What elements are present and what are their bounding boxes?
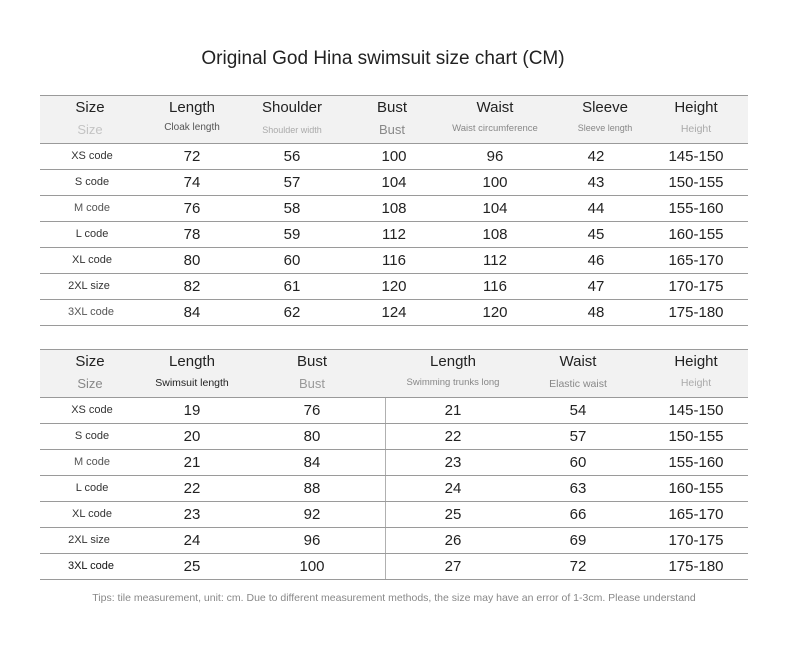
header-length: Length Cloak length — [164, 99, 220, 133]
table-row: M code 76 58 108 104 44 155-160 — [40, 196, 748, 222]
table-row: 3XL code 84 62 124 120 48 175-180 — [40, 300, 748, 326]
header-shoulder: Shoulder Shoulder width — [261, 99, 323, 135]
header-waist: Waist Elastic waist — [549, 353, 607, 390]
chart-title: Original God Hina swimsuit size chart (CM) — [201, 48, 565, 69]
table-row: XL code 80 60 116 112 46 165-170 — [40, 248, 748, 274]
table-row: 3XL code 25 100 27 72 175-180 — [40, 554, 748, 580]
measurement-tip: Tips: tile measurement, unit: cm. Due to different measurement methods, the size may have an error of 1-3cm. Please understand — [92, 592, 696, 604]
table-row: S code 20 80 22 57 150-155 — [40, 424, 748, 450]
table-row: XL code 23 92 25 66 165-170 — [40, 502, 748, 528]
table-row: 2XL size 24 96 26 69 170-175 — [40, 528, 748, 554]
header-trunks-length: Length Swimming trunks long — [406, 353, 500, 388]
table-row: S code 74 57 104 100 43 150-155 — [40, 170, 748, 196]
swimsuit-size-table — [40, 349, 748, 580]
table-row: XS code 72 56 100 96 42 145-150 — [40, 144, 748, 170]
header-bust: Bust Bust — [376, 99, 407, 137]
table-row: L code 22 88 24 63 160-155 — [40, 476, 748, 502]
header-height: Height Height — [674, 353, 718, 389]
header-height: Height Height — [674, 99, 718, 135]
table-row: XS code 19 76 21 54 145-150 — [40, 398, 748, 424]
header-waist: Waist Waist circumference — [452, 99, 538, 134]
table-row: M code 21 84 23 60 155-160 — [40, 450, 748, 476]
header-sleeve: Sleeve Sleeve length — [577, 99, 633, 133]
header-size: Size Size — [75, 353, 105, 391]
header-size: Size Size — [75, 99, 105, 137]
cloak-table-header — [40, 95, 748, 144]
table-row: 2XL size 82 61 120 116 47 170-175 — [40, 274, 748, 300]
header-swimsuit-length: Length Swimsuit length — [155, 353, 229, 389]
header-bust: Bust Bust — [296, 353, 327, 391]
table-row: L code 78 59 112 108 45 160-155 — [40, 222, 748, 248]
cloak-size-table — [40, 95, 748, 326]
swim-table-header — [40, 349, 748, 398]
